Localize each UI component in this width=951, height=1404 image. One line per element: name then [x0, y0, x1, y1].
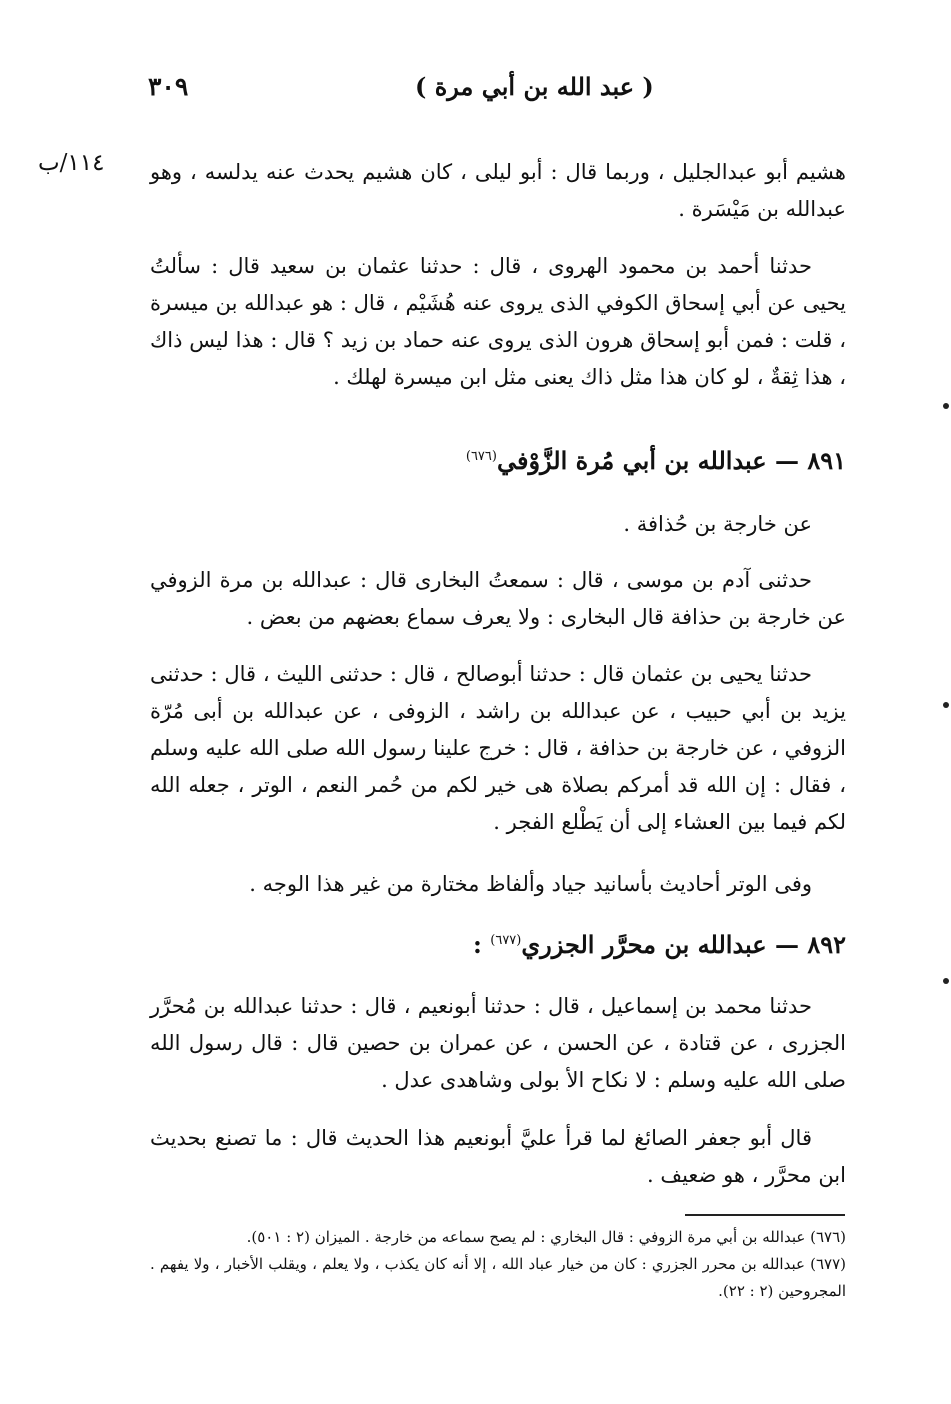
- footnote-separator: [685, 1214, 845, 1216]
- entry-heading-891: [150, 446, 846, 475]
- paragraph-text: هشيم أبو عبدالجليل ، وربما قال : أبو ليلى ، كان هشيم يحدث عنه يدلسه ، وهو عبدالله بن مَيْسَرة .: [150, 160, 846, 221]
- scan-edge-mark: [943, 702, 949, 708]
- paragraph-bukhari: [150, 562, 846, 636]
- paragraph-text: عن خارجة بن حُذافة .: [623, 512, 812, 536]
- paragraph-hadith-nikah: [150, 988, 846, 1099]
- page-number: ٣٠٩: [148, 72, 189, 101]
- paragraph-text: وفى الوتر أحاديث بأسانيد جياد وألفاظ مختارة من غير هذا الوجه .: [249, 872, 812, 896]
- paragraph-narrator: [150, 506, 846, 543]
- paragraph-hadith-1: [150, 248, 846, 396]
- paragraph-saigh: [150, 1120, 846, 1194]
- footnotes: [150, 1224, 846, 1305]
- scan-edge-mark: [943, 978, 949, 984]
- entry-colon: :: [473, 930, 491, 959]
- scan-edge-mark: [943, 403, 949, 409]
- footnote-677: (٦٧٧) عبدالله بن محرر الجزري : كان من خيار عباد الله ، إلا أنه كان يكذب ، ولا يعلم ، ويقلب الأخبار ، ولا يفهم . المجروحين (٢ : ٢٢).: [150, 1255, 846, 1300]
- footnote-ref: (٦٧٧): [490, 933, 522, 948]
- entry-title: ٨٩١ — عبدالله بن أبي مُرة الزَّوْفي: [496, 446, 846, 475]
- footnote-676: (٦٧٦) عبدالله بن أبي مرة الزوفي : قال البخاري : لم يصح سماعه من خارجة . الميزان (٢ : ٥٠١).: [246, 1228, 846, 1246]
- footnote-ref: (٦٧٦): [465, 449, 497, 464]
- paragraph-text: حدثنا أحمد بن محمود الهروى ، قال : حدثنا عثمان بن سعيد قال : سألتُ يحيى عن أبي إسحاق الكوفي الذى يروى عنه هُشَيْم ، قال : هو عبدالله بن ميسرة ، قلت : فمن أبو إسحاق هرون الذى يروى عنه حماد بن زيد ؟ قال : هذا ليس ذاك ، هذا ثِقةٌ ، لو كان هذا مثل ذاك يعنى مثل ابن ميسرة لهلك .: [150, 254, 846, 389]
- paragraph-hadith-witr: [150, 656, 846, 841]
- manuscript-folio-note: ١١٤/ب: [38, 150, 105, 176]
- entry-title: ٨٩٢ — عبدالله بن محرَّر الجزري: [521, 930, 846, 959]
- paragraph-text: حدثنا يحيى بن عثمان قال : حدثنا أبوصالح ، قال : حدثنى الليث ، قال : حدثنى يزيد بن أبي حبيب ، عن عبدالله بن راشد ، الزوفى ، عن عبدالله بن أبى مُرّة الزوفي ، عن خارجة بن حذافة ، قال : خرج علينا رسول الله صلى الله عليه وسلم ، فقال : إن الله قد أمركم بصلاة هى خير لكم من حُمر النعم ، الوتر ، جعله الله لكم فيما بين العشاء إلى أن يَطْلع الفجر .: [150, 662, 846, 834]
- entry-heading-892: [150, 930, 846, 959]
- paragraph-witr-note: [150, 866, 846, 903]
- running-head: [140, 72, 850, 112]
- running-title: ( عبد الله بن أبي مرة ): [415, 72, 654, 101]
- paragraph-text: حدثنى آدم بن موسى ، قال : سمعتُ البخارى قال : عبدالله بن مرة الزوفي عن خارجة بن حذافة قال البخارى : ولا يعرف سماع بعضهم من بعض .: [150, 568, 846, 629]
- paragraph-text: قال أبو جعفر الصائغ لما قرأ عليَّ أبونعيم هذا الحديث قال : ما تصنع بحديث ابن محرَّر ، هو ضعيف .: [150, 1126, 846, 1187]
- paragraph-text: حدثنا محمد بن إسماعيل ، قال : حدثنا أبونعيم ، قال : حدثنا عبدالله بن مُحرَّر الجزرى ، عن قتادة ، عن الحسن ، عن عمران بن حصين قال : قال رسول الله صلى الله عليه وسلم : لا نكاح الأ بولى وشاهدى عدل .: [150, 994, 846, 1092]
- paragraph-continuation: [150, 154, 846, 228]
